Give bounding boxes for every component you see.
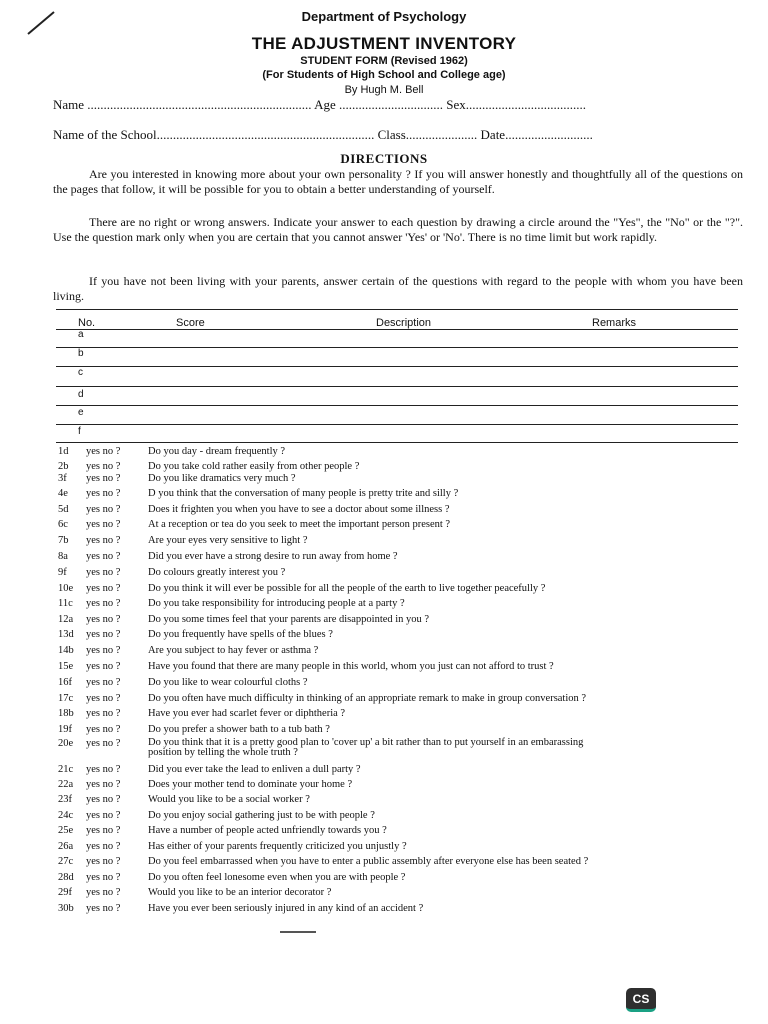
question-text: Do you enjoy social gathering just to be with people ? bbox=[148, 810, 375, 821]
question-text: Did you ever have a strong desire to run away from home ? bbox=[148, 551, 398, 562]
question-text: Do you some times feel that your parents are disappointed in you ? bbox=[148, 614, 430, 625]
question-text: Do you like dramatics very much ? bbox=[148, 473, 296, 484]
question-text: Did you ever take the lead to enliven a dull party ? bbox=[148, 764, 361, 775]
question-number: 22a bbox=[58, 779, 74, 790]
school-class-date-field[interactable]: Name of the School................................................................... Class...................... Date........................... bbox=[53, 127, 593, 142]
page-dash-mark bbox=[280, 931, 316, 933]
table-rule bbox=[56, 366, 738, 367]
form-subtitle: STUDENT FORM (Revised 1962) bbox=[300, 55, 468, 67]
answer-options[interactable]: yes no ? bbox=[86, 473, 121, 484]
question-number: 17c bbox=[58, 693, 74, 704]
question-text: Do you frequently have spells of the blues ? bbox=[148, 629, 333, 640]
answer-options[interactable]: yes no ? bbox=[86, 887, 121, 898]
name-age-sex-field[interactable]: Name ..................................................................... Age ................................ Sex..................................... bbox=[53, 97, 586, 112]
directions-heading: DIRECTIONS bbox=[340, 151, 428, 166]
question-number: 26a bbox=[58, 841, 74, 852]
table-rule bbox=[56, 329, 738, 330]
answer-options[interactable]: yes no ? bbox=[86, 903, 121, 914]
answer-options[interactable]: yes no ? bbox=[86, 446, 121, 457]
question-text: At a reception or tea do you seek to meet the important person present ? bbox=[148, 519, 451, 530]
question-text: Do you often feel lonesome even when you are with people ? bbox=[148, 872, 406, 883]
question-number: 7b bbox=[58, 535, 69, 546]
question-text: Have you ever had scarlet fever or diphtheria ? bbox=[148, 708, 346, 719]
score-row-label: e bbox=[78, 407, 84, 418]
author-line: By Hugh M. Bell bbox=[344, 84, 424, 96]
score-row-label: d bbox=[78, 389, 84, 400]
directions-paragraph-3: If you have not been living with your parents, answer certain of the questions with regard to the people with whom you have been living. bbox=[53, 274, 743, 303]
question-number: 3f bbox=[58, 473, 67, 484]
department-heading: Department of Psychology bbox=[301, 9, 467, 24]
question-text: Would you like to be an interior decorator ? bbox=[148, 887, 332, 898]
answer-options[interactable]: yes no ? bbox=[86, 872, 121, 883]
question-text: Do you often have much difficulty in thinking of an appropriate remark to make in group conversation ? bbox=[148, 693, 587, 704]
question-number: 15e bbox=[58, 661, 74, 672]
question-number: 23f bbox=[58, 794, 72, 805]
question-number: 19f bbox=[58, 724, 72, 735]
question-text: Do you prefer a shower bath to a tub bath ? bbox=[148, 724, 330, 735]
score-row-label: f bbox=[78, 426, 81, 437]
table-rule bbox=[56, 442, 738, 443]
answer-options[interactable]: yes no ? bbox=[86, 841, 121, 852]
question-number: 20e bbox=[58, 738, 74, 749]
answer-options[interactable]: yes no ? bbox=[86, 504, 121, 515]
header-remarks: Remarks bbox=[592, 317, 637, 329]
question-number: 10e bbox=[58, 583, 74, 594]
question-number: 12a bbox=[58, 614, 74, 625]
table-rule bbox=[56, 386, 738, 387]
header-description: Description bbox=[376, 317, 432, 329]
question-number: 21c bbox=[58, 764, 74, 775]
answer-options[interactable]: yes no ? bbox=[86, 764, 121, 775]
question-number: 4e bbox=[58, 488, 68, 499]
question-text: Have a number of people acted unfriendly towards you ? bbox=[148, 825, 387, 836]
audience-note: (For Students of High School and College age) bbox=[262, 69, 506, 81]
question-number: 11c bbox=[58, 598, 73, 609]
question-number: 9f bbox=[58, 567, 67, 578]
question-number: 25e bbox=[58, 825, 74, 836]
question-text: Do you feel embarrassed when you have to enter a public assembly after everyone else has been seated ? bbox=[148, 856, 589, 867]
question-number: 13d bbox=[58, 629, 74, 640]
score-row-label: c bbox=[78, 367, 83, 378]
answer-options[interactable]: yes no ? bbox=[86, 794, 121, 805]
answer-options[interactable]: yes no ? bbox=[86, 461, 121, 472]
answer-options[interactable]: yes no ? bbox=[86, 519, 121, 530]
answer-options[interactable]: yes no ? bbox=[86, 708, 121, 719]
question-number: 8a bbox=[58, 551, 68, 562]
table-rule bbox=[56, 347, 738, 348]
question-text: Would you like to be a social worker ? bbox=[148, 794, 310, 805]
answer-options[interactable]: yes no ? bbox=[86, 825, 121, 836]
question-text: Have you ever been seriously injured in any kind of an accident ? bbox=[148, 903, 424, 914]
answer-options[interactable]: yes no ? bbox=[86, 645, 121, 656]
question-text: Do you take cold rather easily from other people ? bbox=[148, 461, 360, 472]
question-text: Are your eyes very sensitive to light ? bbox=[148, 535, 308, 546]
directions-paragraph-2: There are no right or wrong answers. Indicate your answer to each question by drawing a circle around the "Yes", the "No" or the "?". Use the question mark only when you are certain that you cannot answer 'Yes' or 'No'. There is no time limit but work rapidly. bbox=[53, 215, 743, 244]
answer-options[interactable]: yes no ? bbox=[86, 779, 121, 790]
camscanner-badge: CS bbox=[626, 988, 656, 1012]
question-text: Do you think that it is a pretty good plan to 'cover up' a bit rather than to put yourself in an embarassing position by telling the whole truth ? bbox=[148, 737, 584, 758]
question-text: Does your mother tend to dominate your home ? bbox=[148, 779, 353, 790]
question-number: 29f bbox=[58, 887, 72, 898]
answer-options[interactable]: yes no ? bbox=[86, 567, 121, 578]
table-rule bbox=[56, 424, 738, 425]
document-title: THE ADJUSTMENT INVENTORY bbox=[251, 34, 517, 53]
question-number: 27c bbox=[58, 856, 74, 867]
question-text: Have you found that there are many people in this world, whom you just can not afford to trust ? bbox=[148, 661, 554, 672]
question-text: Do colours greatly interest you ? bbox=[148, 567, 286, 578]
question-number: 14b bbox=[58, 645, 74, 656]
header-score: Score bbox=[176, 317, 205, 329]
directions-paragraph-1: Are you interested in knowing more about your own personality ? If you will answer honestly and thoughtfully all of the questions on the pages that follow, it will be possible for you to obtain a better understanding of yourself. bbox=[53, 167, 743, 196]
answer-options[interactable]: yes no ? bbox=[86, 598, 121, 609]
table-rule bbox=[56, 405, 738, 406]
question-number: 1d bbox=[58, 446, 69, 457]
question-number: 16f bbox=[58, 677, 72, 688]
question-text: Do you day - dream frequently ? bbox=[148, 446, 286, 457]
question-number: 18b bbox=[58, 708, 74, 719]
question-text: Does it frighten you when you have to see a doctor about some illness ? bbox=[148, 504, 450, 515]
question-text: D you think that the conversation of many people is pretty trite and silly ? bbox=[148, 488, 459, 499]
answer-options[interactable]: yes no ? bbox=[86, 661, 121, 672]
answer-options[interactable]: yes no ? bbox=[86, 488, 121, 499]
question-number: 6c bbox=[58, 519, 68, 530]
question-number: 24c bbox=[58, 810, 74, 821]
answer-options[interactable]: yes no ? bbox=[86, 810, 121, 821]
answer-options[interactable]: yes no ? bbox=[86, 614, 121, 625]
answer-options[interactable]: yes no ? bbox=[86, 693, 121, 704]
answer-options[interactable]: yes no ? bbox=[86, 724, 121, 735]
answer-options[interactable]: yes no ? bbox=[86, 738, 121, 749]
question-number: 2b bbox=[58, 461, 69, 472]
answer-options[interactable]: yes no ? bbox=[86, 535, 121, 546]
answer-options[interactable]: yes no ? bbox=[86, 856, 121, 867]
score-row-label: a bbox=[78, 329, 84, 340]
question-text: Has either of your parents frequently criticized you unjustly ? bbox=[148, 841, 407, 852]
question-number: 28d bbox=[58, 872, 74, 883]
question-text: Do you like to wear colourful cloths ? bbox=[148, 677, 308, 688]
question-number: 30b bbox=[58, 903, 74, 914]
answer-options[interactable]: yes no ? bbox=[86, 677, 121, 688]
question-text: Are you subject to hay fever or asthma ? bbox=[148, 645, 319, 656]
header-no: No. bbox=[78, 317, 96, 329]
table-rule bbox=[56, 309, 738, 310]
answer-options[interactable]: yes no ? bbox=[86, 551, 121, 562]
answer-options[interactable]: yes no ? bbox=[86, 629, 121, 640]
answer-options[interactable]: yes no ? bbox=[86, 583, 121, 594]
question-text: Do you think it will ever be possible for all the people of the earth to live together peacefully ? bbox=[148, 583, 546, 594]
score-row-label: b bbox=[78, 348, 84, 359]
question-text: Do you take responsibility for introducing people at a party ? bbox=[148, 598, 405, 609]
question-number: 5d bbox=[58, 504, 69, 515]
